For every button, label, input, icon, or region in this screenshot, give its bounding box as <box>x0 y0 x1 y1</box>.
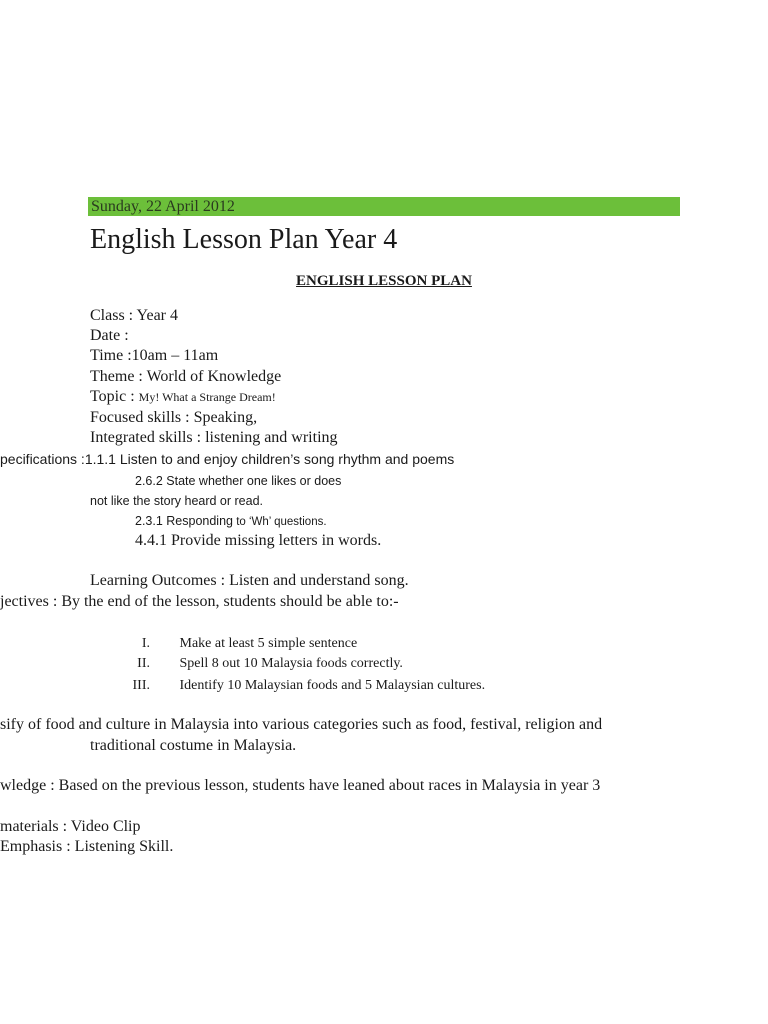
objective-text: Identify 10 Malaysian foods and 5 Malaysian cultures. <box>179 678 486 693</box>
spec-262-line2: not like the story heard or read. <box>90 494 264 508</box>
specifications-text: pecifications :1.1.1 Listen to and enjoy children’s song rhythm and poems <box>0 451 455 467</box>
prior-knowledge: wledge : Based on the previous lesson, students have leaned about races in Malaysia in year 3 <box>0 777 601 794</box>
topic-label: Topic : <box>90 388 139 405</box>
page-title: English Lesson Plan Year 4 <box>90 224 398 255</box>
learning-outcomes: Learning Outcomes : Listen and understand song. <box>90 572 409 589</box>
focused-skills-field: Focused skills : Speaking, <box>90 409 258 426</box>
spec-231-text: to ‘Wh’ questions. <box>233 516 327 528</box>
topic-value: My! What a Strange Dream! <box>138 390 276 404</box>
objective-text: Spell 8 out 10 Malaysia foods correctly. <box>179 656 403 671</box>
post-date: Sunday, 22 April 2012 <box>91 198 235 215</box>
objective-number: II. <box>137 656 150 671</box>
objectives-intro: jectives : By the end of the lesson, students should be able to:- <box>0 593 399 610</box>
theme-field: Theme : World of Knowledge <box>90 368 282 385</box>
lesson-plan-heading: ENGLISH LESSON PLAN <box>296 273 472 289</box>
date-field: Date : <box>90 327 129 344</box>
date-banner <box>88 197 680 216</box>
objective-item <box>110 677 485 695</box>
classification-line2: traditional costume in Malaysia. <box>90 737 297 754</box>
topic-field <box>90 387 276 407</box>
integrated-skills-field: Integrated skills : listening and writing <box>90 429 338 446</box>
objective-number: I. <box>141 636 150 651</box>
objective-text: Make at least 5 simple sentence <box>179 636 358 651</box>
objective-item <box>110 655 403 673</box>
spec-231-code: 2.3.1 Responding <box>135 514 233 528</box>
objective-item <box>110 635 357 653</box>
class-field: Class : Year 4 <box>90 307 179 324</box>
specifications-line <box>0 449 454 470</box>
emphasis: Emphasis : Listening Skill. <box>0 838 174 855</box>
spec-441: 4.4.1 Provide missing letters in words. <box>135 532 382 549</box>
spec-262-line1: 2.6.2 State whether one likes or does <box>135 474 342 488</box>
teaching-materials: materials : Video Clip <box>0 818 141 835</box>
spec-231 <box>135 513 327 530</box>
objective-number: III. <box>132 678 150 693</box>
time-field: Time :10am – 11am <box>90 347 219 364</box>
classification-line1: sify of food and culture in Malaysia into various categories such as food, festival, religion and <box>0 716 603 733</box>
